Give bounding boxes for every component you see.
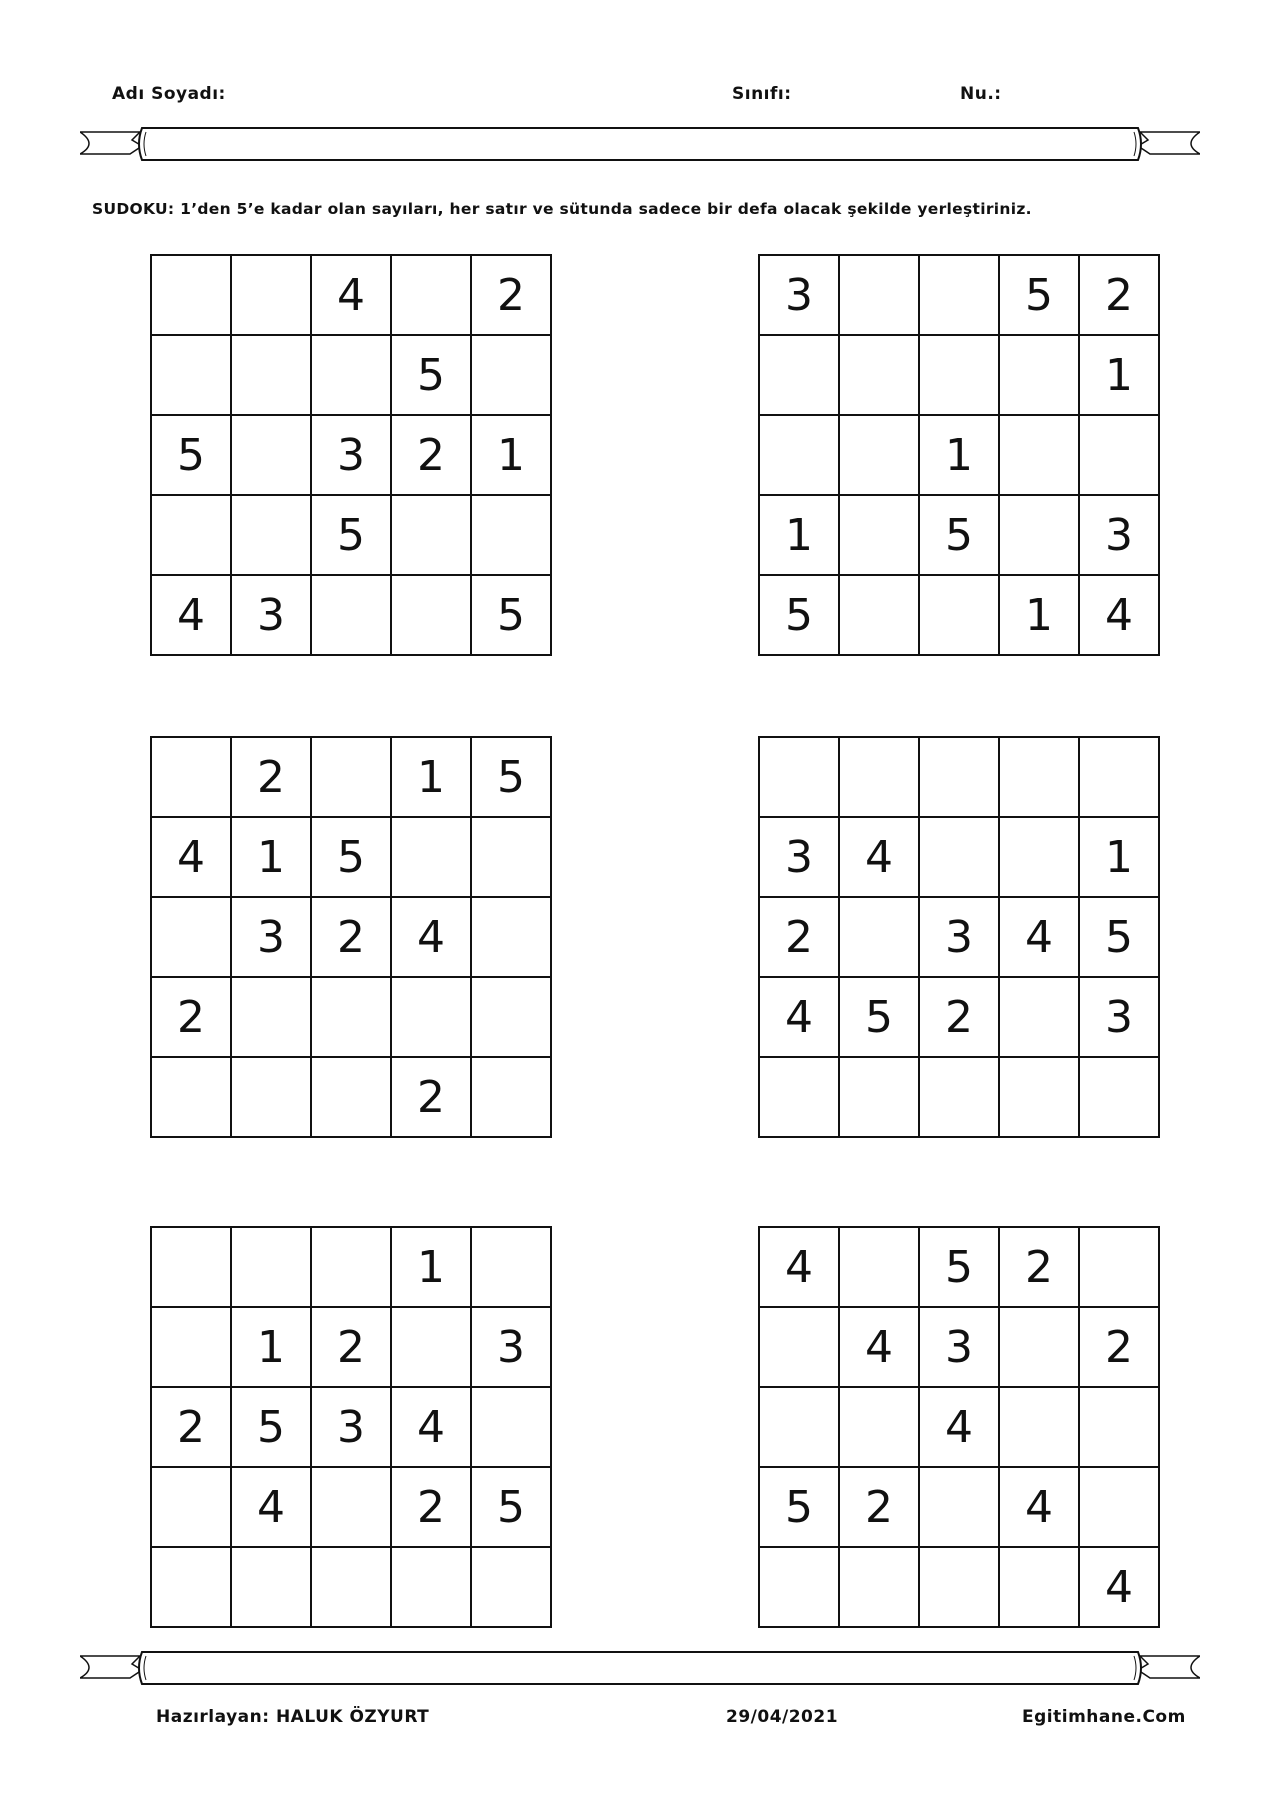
sudoku-cell[interactable]	[919, 1467, 999, 1547]
sudoku-cell[interactable]: 4	[1079, 575, 1159, 655]
sudoku-cell[interactable]: 1	[759, 495, 839, 575]
sudoku-cell[interactable]: 1	[999, 575, 1079, 655]
sudoku-cell[interactable]	[231, 495, 311, 575]
sudoku-cell[interactable]	[759, 737, 839, 817]
sudoku-grid-4	[758, 736, 1160, 1138]
sudoku-cell[interactable]: 4	[839, 817, 919, 897]
sudoku-cell[interactable]: 3	[759, 817, 839, 897]
sudoku-cell[interactable]: 2	[919, 977, 999, 1057]
sudoku-cell[interactable]	[311, 1057, 391, 1137]
sudoku-cell[interactable]	[839, 335, 919, 415]
sudoku-cell[interactable]	[471, 1057, 551, 1137]
sudoku-cell[interactable]	[999, 1387, 1079, 1467]
sudoku-cell[interactable]	[311, 977, 391, 1057]
sudoku-cell[interactable]	[759, 1057, 839, 1137]
sudoku-cell[interactable]	[151, 897, 231, 977]
sudoku-cell[interactable]	[151, 255, 231, 335]
sudoku-cell[interactable]: 4	[919, 1387, 999, 1467]
sudoku-cell[interactable]: 5	[759, 1467, 839, 1547]
sudoku-cell[interactable]	[1079, 1057, 1159, 1137]
sudoku-cell[interactable]: 2	[391, 1057, 471, 1137]
sudoku-cell[interactable]	[311, 1227, 391, 1307]
sudoku-cell[interactable]: 1	[231, 817, 311, 897]
sudoku-cell[interactable]: 2	[759, 897, 839, 977]
sudoku-cell[interactable]: 5	[311, 495, 391, 575]
sudoku-cell[interactable]	[471, 1387, 551, 1467]
sudoku-cell[interactable]: 3	[919, 897, 999, 977]
sudoku-cell[interactable]	[999, 737, 1079, 817]
sudoku-cell[interactable]	[919, 255, 999, 335]
sudoku-cell[interactable]	[999, 1307, 1079, 1387]
sudoku-cell[interactable]	[919, 737, 999, 817]
sudoku-cell[interactable]	[151, 1057, 231, 1137]
sudoku-cell[interactable]	[839, 1387, 919, 1467]
sudoku-cell[interactable]: 5	[311, 817, 391, 897]
sudoku-cell[interactable]: 3	[759, 255, 839, 335]
sudoku-cell[interactable]	[151, 1227, 231, 1307]
sudoku-cell[interactable]: 5	[231, 1387, 311, 1467]
sudoku-cell[interactable]	[839, 1227, 919, 1307]
sudoku-cell[interactable]	[391, 495, 471, 575]
name-label: Adı Soyadı:	[112, 84, 226, 104]
sudoku-cell[interactable]	[919, 1547, 999, 1627]
sudoku-cell[interactable]	[471, 1227, 551, 1307]
sudoku-cell[interactable]	[919, 575, 999, 655]
sudoku-cell[interactable]: 4	[1079, 1547, 1159, 1627]
class-label: Sınıfı:	[732, 84, 792, 104]
sudoku-cell[interactable]: 4	[151, 575, 231, 655]
sudoku-cell[interactable]: 5	[999, 255, 1079, 335]
sudoku-cell[interactable]: 5	[1079, 897, 1159, 977]
sudoku-cell[interactable]: 5	[839, 977, 919, 1057]
sudoku-cell[interactable]: 5	[919, 495, 999, 575]
sudoku-cell[interactable]: 1	[471, 415, 551, 495]
sudoku-cell[interactable]: 1	[231, 1307, 311, 1387]
sudoku-cell[interactable]	[1079, 1227, 1159, 1307]
sudoku-cell[interactable]: 1	[1079, 817, 1159, 897]
sudoku-cell[interactable]: 3	[231, 575, 311, 655]
sudoku-cell[interactable]	[999, 977, 1079, 1057]
sudoku-cell[interactable]	[759, 1307, 839, 1387]
sudoku-cell[interactable]	[919, 335, 999, 415]
sudoku-cell[interactable]	[231, 977, 311, 1057]
top-banner	[80, 120, 1200, 168]
sudoku-cell[interactable]: 2	[311, 1307, 391, 1387]
sudoku-cell[interactable]	[231, 335, 311, 415]
sudoku-cell[interactable]	[151, 1467, 231, 1547]
sudoku-cell[interactable]	[471, 495, 551, 575]
sudoku-cell[interactable]: 4	[311, 255, 391, 335]
sudoku-cell[interactable]	[999, 1057, 1079, 1137]
sudoku-cell[interactable]: 5	[759, 575, 839, 655]
sudoku-cell[interactable]	[151, 495, 231, 575]
sudoku-cell[interactable]	[391, 977, 471, 1057]
sudoku-grid-5	[150, 1226, 552, 1628]
sudoku-grid-3	[150, 736, 552, 1138]
sudoku-cell[interactable]	[1079, 1387, 1159, 1467]
sudoku-cell[interactable]	[759, 1547, 839, 1627]
sudoku-cell[interactable]: 1	[1079, 335, 1159, 415]
sudoku-cell[interactable]	[471, 977, 551, 1057]
sudoku-cell[interactable]: 3	[471, 1307, 551, 1387]
sudoku-cell[interactable]	[839, 1547, 919, 1627]
sudoku-cell[interactable]	[471, 817, 551, 897]
sudoku-cell[interactable]	[311, 575, 391, 655]
sudoku-cell[interactable]	[839, 415, 919, 495]
sudoku-cell[interactable]	[839, 737, 919, 817]
sudoku-cell[interactable]	[839, 495, 919, 575]
sudoku-cell[interactable]: 5	[151, 415, 231, 495]
sudoku-cell[interactable]	[231, 255, 311, 335]
sudoku-cell[interactable]	[391, 817, 471, 897]
author-credit: Hazırlayan: HALUK ÖZYURT	[156, 1707, 430, 1727]
sudoku-cell[interactable]: 3	[311, 415, 391, 495]
sudoku-cell[interactable]: 2	[231, 737, 311, 817]
sudoku-cell[interactable]	[151, 335, 231, 415]
sudoku-cell[interactable]: 5	[471, 575, 551, 655]
sudoku-cell[interactable]	[839, 897, 919, 977]
sudoku-grid-1	[150, 254, 552, 656]
sudoku-cell[interactable]: 4	[391, 897, 471, 977]
sudoku-cell[interactable]: 1	[391, 737, 471, 817]
sudoku-cell[interactable]: 5	[471, 1467, 551, 1547]
sudoku-cell[interactable]: 4	[231, 1467, 311, 1547]
sudoku-cell[interactable]: 2	[311, 897, 391, 977]
sudoku-cell[interactable]	[231, 415, 311, 495]
sudoku-cell[interactable]	[311, 335, 391, 415]
sudoku-cell[interactable]	[151, 737, 231, 817]
sudoku-cell[interactable]	[231, 1227, 311, 1307]
sudoku-cell[interactable]: 2	[471, 255, 551, 335]
sudoku-cell[interactable]	[311, 737, 391, 817]
sudoku-cell[interactable]: 5	[919, 1227, 999, 1307]
sudoku-cell[interactable]	[391, 1547, 471, 1627]
sudoku-cell[interactable]: 2	[839, 1467, 919, 1547]
sudoku-cell[interactable]	[999, 335, 1079, 415]
sudoku-cell[interactable]: 3	[919, 1307, 999, 1387]
sudoku-cell[interactable]	[759, 335, 839, 415]
sudoku-cell[interactable]: 2	[391, 415, 471, 495]
sudoku-cell[interactable]: 1	[391, 1227, 471, 1307]
sudoku-grid-6	[758, 1226, 1160, 1628]
sudoku-cell[interactable]	[839, 575, 919, 655]
sudoku-cell[interactable]	[919, 817, 999, 897]
sudoku-cell[interactable]: 5	[391, 335, 471, 415]
date-text: 29/04/2021	[726, 1707, 839, 1727]
sudoku-cell[interactable]	[391, 255, 471, 335]
sudoku-cell[interactable]	[999, 415, 1079, 495]
sudoku-cell[interactable]: 2	[151, 977, 231, 1057]
sudoku-cell[interactable]	[151, 1307, 231, 1387]
sudoku-cell[interactable]: 4	[999, 897, 1079, 977]
sudoku-cell[interactable]	[471, 335, 551, 415]
sudoku-cell[interactable]	[759, 415, 839, 495]
sudoku-grid-2	[758, 254, 1160, 656]
sudoku-cell[interactable]: 4	[839, 1307, 919, 1387]
sudoku-cell[interactable]	[151, 1547, 231, 1627]
sudoku-cell[interactable]: 4	[759, 977, 839, 1057]
sudoku-cell[interactable]: 2	[1079, 255, 1159, 335]
site-name: Egitimhane.Com	[1022, 1707, 1186, 1727]
sudoku-cell[interactable]: 4	[151, 817, 231, 897]
sudoku-cell[interactable]	[1079, 415, 1159, 495]
sudoku-cell[interactable]: 4	[759, 1227, 839, 1307]
sudoku-cell[interactable]	[391, 575, 471, 655]
sudoku-cell[interactable]	[999, 817, 1079, 897]
sudoku-cell[interactable]	[999, 495, 1079, 575]
instruction-text: SUDOKU: 1’den 5’e kadar olan sayıları, her satır ve sütunda sadece bir defa olacak şekilde yerleştiriniz.	[92, 200, 1032, 218]
bottom-banner	[80, 1644, 1200, 1692]
sudoku-cell[interactable]: 3	[311, 1387, 391, 1467]
sudoku-cell[interactable]: 4	[999, 1467, 1079, 1547]
sudoku-cell[interactable]	[471, 897, 551, 977]
sudoku-cell[interactable]: 2	[1079, 1307, 1159, 1387]
sudoku-cell[interactable]: 3	[1079, 495, 1159, 575]
sudoku-cell[interactable]	[391, 1307, 471, 1387]
sudoku-cell[interactable]: 3	[231, 897, 311, 977]
sudoku-cell[interactable]	[1079, 1467, 1159, 1547]
sudoku-cell[interactable]: 5	[471, 737, 551, 817]
sudoku-cell[interactable]: 2	[999, 1227, 1079, 1307]
sudoku-cell[interactable]	[919, 1057, 999, 1137]
sudoku-cell[interactable]: 2	[151, 1387, 231, 1467]
sudoku-cell[interactable]: 1	[919, 415, 999, 495]
sudoku-cell[interactable]: 3	[1079, 977, 1159, 1057]
sudoku-cell[interactable]	[231, 1057, 311, 1137]
sudoku-cell[interactable]	[311, 1547, 391, 1627]
sudoku-cell[interactable]	[1079, 737, 1159, 817]
sudoku-cell[interactable]	[839, 255, 919, 335]
number-label: Nu.:	[960, 84, 1002, 104]
sudoku-cell[interactable]: 4	[391, 1387, 471, 1467]
sudoku-cell[interactable]	[311, 1467, 391, 1547]
sudoku-cell[interactable]	[471, 1547, 551, 1627]
sudoku-cell[interactable]	[759, 1387, 839, 1467]
sudoku-cell[interactable]	[839, 1057, 919, 1137]
sudoku-cell[interactable]	[231, 1547, 311, 1627]
sudoku-cell[interactable]	[999, 1547, 1079, 1627]
sudoku-cell[interactable]: 2	[391, 1467, 471, 1547]
